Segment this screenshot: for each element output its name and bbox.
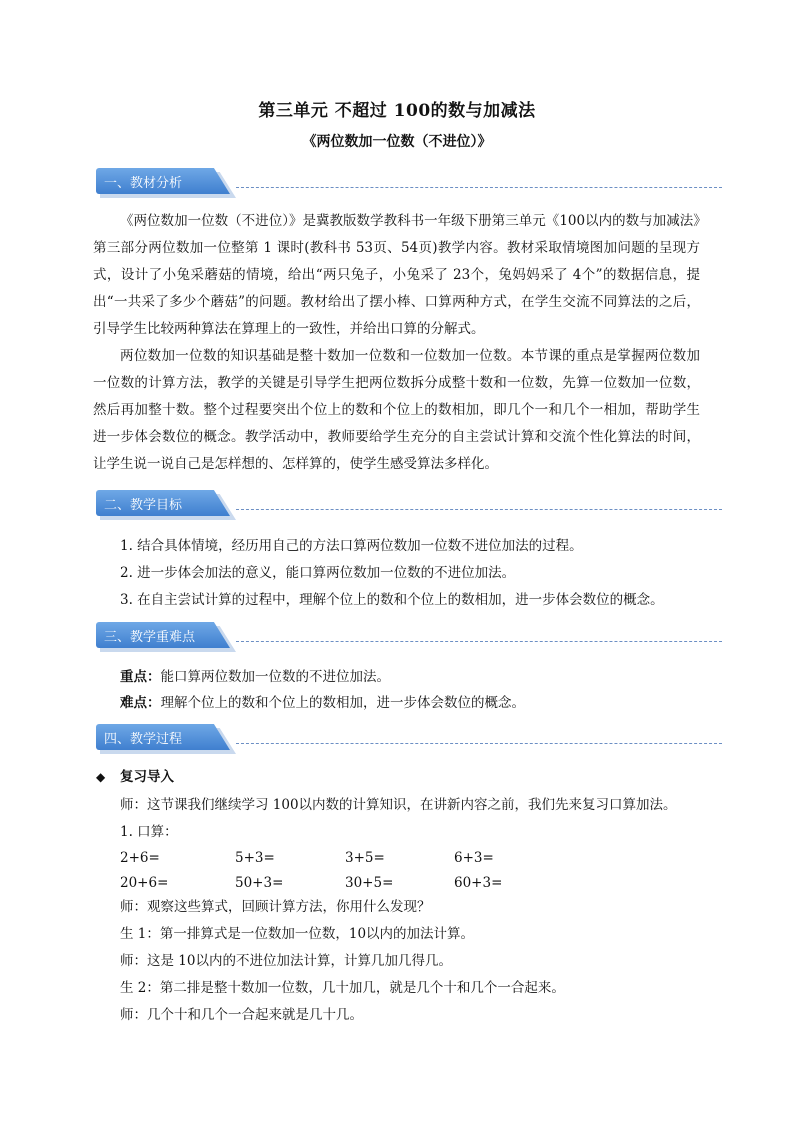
equation: 50+3= (235, 875, 284, 891)
section-divider (236, 743, 722, 744)
section-label: 四、教学过程 (104, 732, 183, 747)
dialog-line: 师：几个十和几个一合起来就是几十几。 (120, 1007, 363, 1023)
difficult-point-label: 难点： (120, 695, 161, 711)
goal-item: 3. 在自主尝试计算的过程中，理解个位上的数和个位上的数相加，进一步体会数位的概念。 (120, 592, 664, 608)
process-heading: 复习导入 (120, 769, 174, 785)
dialog-line: 生 1：第一排算式是一位数加一位数，10以内的加法计算。 (120, 926, 475, 942)
oral-calc-item: 1. 口算： (120, 824, 178, 840)
key-point-text: 能口算两位数加一位数的不进位加法。 (160, 669, 390, 685)
equation: 60+3= (454, 875, 503, 891)
page-title: 第三单元 不超过 100的数与加减法 (258, 101, 536, 121)
difficult-point-text: 理解个位上的数和个位上的数相加，进一步体会数位的概念。 (160, 695, 525, 711)
page-subtitle: 《两位数加一位数（不进位）》 (302, 134, 492, 150)
section-divider (236, 509, 722, 510)
equation: 5+3= (235, 850, 275, 866)
key-point (120, 667, 390, 687)
diamond-bullet-icon: ◆ (96, 770, 106, 784)
equation: 30+5= (345, 875, 394, 891)
section-header-process (96, 724, 722, 752)
equation: 3+5= (345, 850, 385, 866)
section-header-analysis (96, 168, 722, 196)
goal-item: 1. 结合具体情境，经历用自己的方法口算两位数加一位数不进位加法的过程。 (120, 538, 583, 554)
section-divider (236, 641, 722, 642)
section-header-goals (96, 490, 722, 518)
equation: 20+6= (120, 875, 169, 891)
dialog-line: 师：观察这些算式，回顾计算方法，你用什么发现？ (120, 899, 431, 915)
analysis-paragraph-1: 《两位数加一位数（不进位）》是冀教版数学教科书一年级下册第三单元《100以内的数与加减法》第三部分两位数加一位整第 1 课时(教科书 53页、54页)教学内容。教材采取情境图加问题的呈现方式，设计了小兔采蘑菇的情境，给出“两只兔子，小兔采了 23个，兔妈妈采了 4个”的数据信息，提出“一共采了多少个蘑菇”的问题。教材给出了摆小棒、口算两种方式，在学生交流不同算法的之后，引导学生比较两种算法在算理上的一致性，并给出口算的分解式。 (93, 213, 700, 337)
equation: 2+6= (120, 850, 160, 866)
dialog-line: 生 2：第二排是整十数加一位数，几十加几，就是几个十和几个一合起来。 (120, 980, 565, 996)
section-label: 二、教学目标 (104, 498, 183, 513)
analysis-paragraph-2: 两位数加一位数的知识基础是整十数加一位数和一位数加一位数。本节课的重点是掌握两位数加一位数的计算方法，教学的关键是引导学生把两位数拆分成整十数和一位数，先算一位数加一位数，然后再加整十数。整个过程要突出个位上的数和个位上的数相加，即几个一和几个一相加，帮助学生进一步体会数位的概念。教学活动中，教师要给学生充分的自主尝试计算和交流个性化算法的时间，让学生说一说自己是怎样想的、怎样算的，使学生感受算法多样化。 (93, 348, 700, 472)
section-label: 三、教学重难点 (104, 630, 196, 645)
goal-item: 2. 进一步体会加法的意义，能口算两位数加一位数的不进位加法。 (120, 565, 516, 581)
section-divider (236, 187, 722, 188)
section-label: 一、教材分析 (104, 176, 183, 191)
difficult-point (120, 693, 525, 713)
dialog-line: 师：这是 10以内的不进位加法计算，计算几加几得几。 (120, 953, 452, 969)
section-header-keypoints (96, 622, 722, 650)
equation: 6+3= (454, 850, 494, 866)
process-intro: 师：这节课我们继续学习 100以内数的计算知识，在讲新内容之前，我们先来复习口算加法。 (120, 797, 677, 813)
key-point-label: 重点： (120, 669, 161, 685)
